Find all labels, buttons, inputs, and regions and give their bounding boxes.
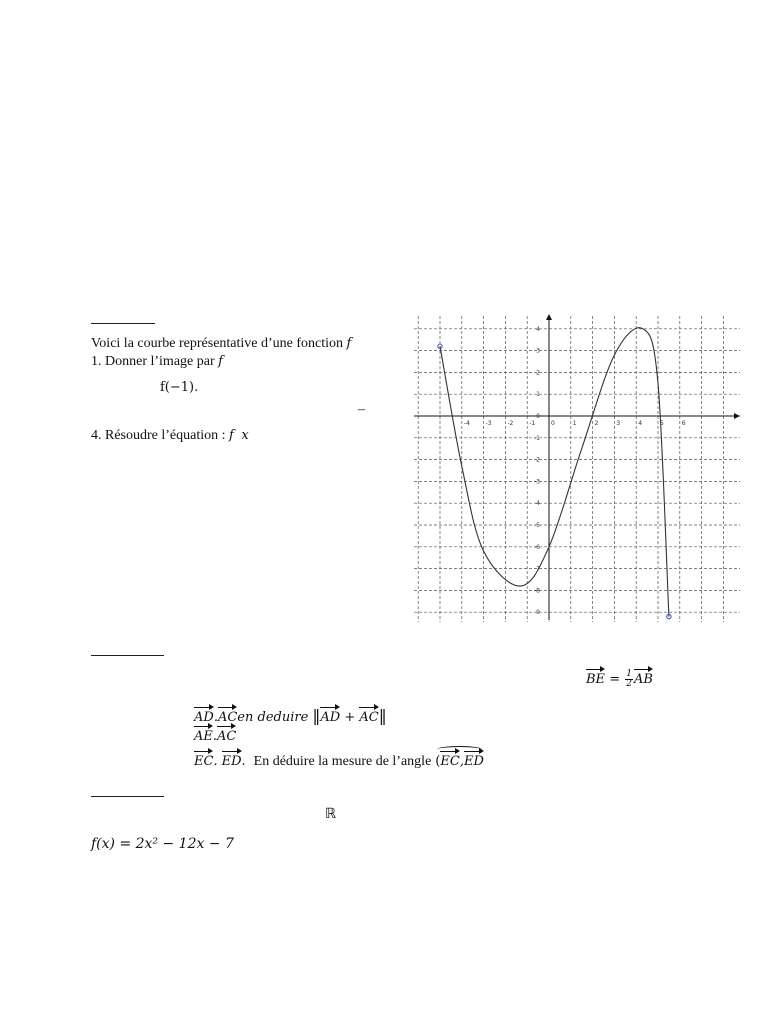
y-tick-label: -2: [534, 456, 540, 464]
y-tick-label: -3: [534, 478, 540, 486]
norm-close: ‖: [378, 706, 387, 725]
x-tick-label: -3: [485, 420, 492, 427]
vector-ac: AC: [217, 710, 238, 725]
intro-text: Voici la courbe représentative d’une fonction: [91, 336, 344, 351]
function-graph: [412, 312, 742, 624]
section-1-rule: [91, 323, 155, 324]
vector-ed: ED: [221, 754, 242, 769]
y-tick-label: -4: [534, 500, 540, 508]
x-tick-label: 5: [660, 420, 664, 427]
x-tick-label: 3: [616, 420, 621, 427]
y-tick-label: -7: [534, 565, 540, 573]
y-tick-label: -6: [534, 543, 540, 551]
real-numbers-symbol: ℝ: [325, 806, 337, 822]
period: .: [241, 754, 246, 769]
x-tick-label: -4: [463, 420, 470, 427]
deduce-text: en deduire: [237, 710, 309, 725]
y-tick-label: 3: [536, 347, 540, 355]
question-4: [91, 428, 249, 444]
graph-axes: [414, 314, 740, 620]
plus-sign: +: [344, 710, 356, 725]
vector-ad-2: AD: [320, 710, 341, 725]
y-tick-label: 4: [536, 325, 540, 333]
x-tick-label: 4: [638, 420, 643, 427]
angle-arc: [435, 754, 484, 769]
angle-vector-ec: EC: [440, 754, 460, 769]
line-ad-ac: [194, 706, 387, 725]
angle-paren: (: [435, 754, 441, 769]
vector-ae: AE: [194, 729, 213, 744]
vector-ab: AB: [633, 672, 653, 687]
question-4-f: f: [229, 428, 234, 443]
angle-vector-ed: ED: [463, 754, 484, 769]
dot-operator: .: [212, 729, 218, 744]
fraction-half: [625, 670, 633, 689]
dash-mark: –: [358, 402, 365, 417]
vector-ac-2: AC: [359, 710, 379, 725]
intro-line: [91, 336, 351, 352]
y-tick-label: 0: [536, 413, 540, 420]
vector-ec: EC: [194, 754, 214, 769]
image-value-text: f(−1).: [160, 380, 199, 395]
question-1-f: f: [218, 354, 223, 369]
x-tick-label: 6: [681, 420, 686, 427]
function-symbol: f: [346, 336, 352, 351]
y-tick-label: -5: [534, 522, 540, 529]
graph-grid: [414, 312, 740, 622]
section-3-rule: [91, 796, 164, 797]
angle-text: En déduire la mesure de l’angle: [253, 754, 432, 769]
y-axis-arrow: [546, 314, 552, 320]
angle-comma: ,: [459, 754, 464, 769]
be-equals: =: [609, 672, 621, 687]
line-ae-ac: [194, 729, 236, 744]
x-axis-arrow: [734, 413, 740, 419]
norm-open: ‖: [312, 706, 321, 725]
question-1-text: 1. Donner l’image par: [91, 354, 215, 369]
x-tick-label: 0: [551, 420, 555, 427]
y-tick-label: -8: [534, 587, 540, 595]
x-tick-label: -2: [507, 420, 514, 427]
y-tick-label: 1: [536, 391, 540, 399]
dot-operator: .: [213, 710, 218, 725]
vector-be: BE: [586, 672, 606, 687]
question-4-x: x: [241, 428, 249, 443]
y-tick-label: -1: [534, 434, 540, 442]
function-formula: f(x) = 2x² − 12x − 7: [91, 836, 234, 852]
question-4-text: 4. Résoudre l’équation :: [91, 428, 226, 443]
y-tick-label: -9: [534, 609, 540, 617]
fraction-denominator: 2: [626, 679, 632, 689]
fraction-numerator: 1: [626, 669, 632, 679]
question-1: [91, 354, 223, 370]
section-2-rule: [91, 655, 164, 656]
line-ec-ed: [194, 752, 484, 770]
vector-ac-3: AC: [217, 729, 237, 744]
be-relation: [586, 670, 653, 689]
function-curve: [440, 325, 669, 617]
vector-ad: AD: [194, 710, 214, 725]
image-value: [160, 380, 198, 396]
dot-operator: .: [213, 754, 218, 769]
x-tick-label: 1: [572, 420, 577, 427]
x-tick-label: 2: [594, 420, 599, 427]
y-tick-label: 2: [536, 369, 540, 377]
x-tick-label: -1: [529, 420, 536, 427]
